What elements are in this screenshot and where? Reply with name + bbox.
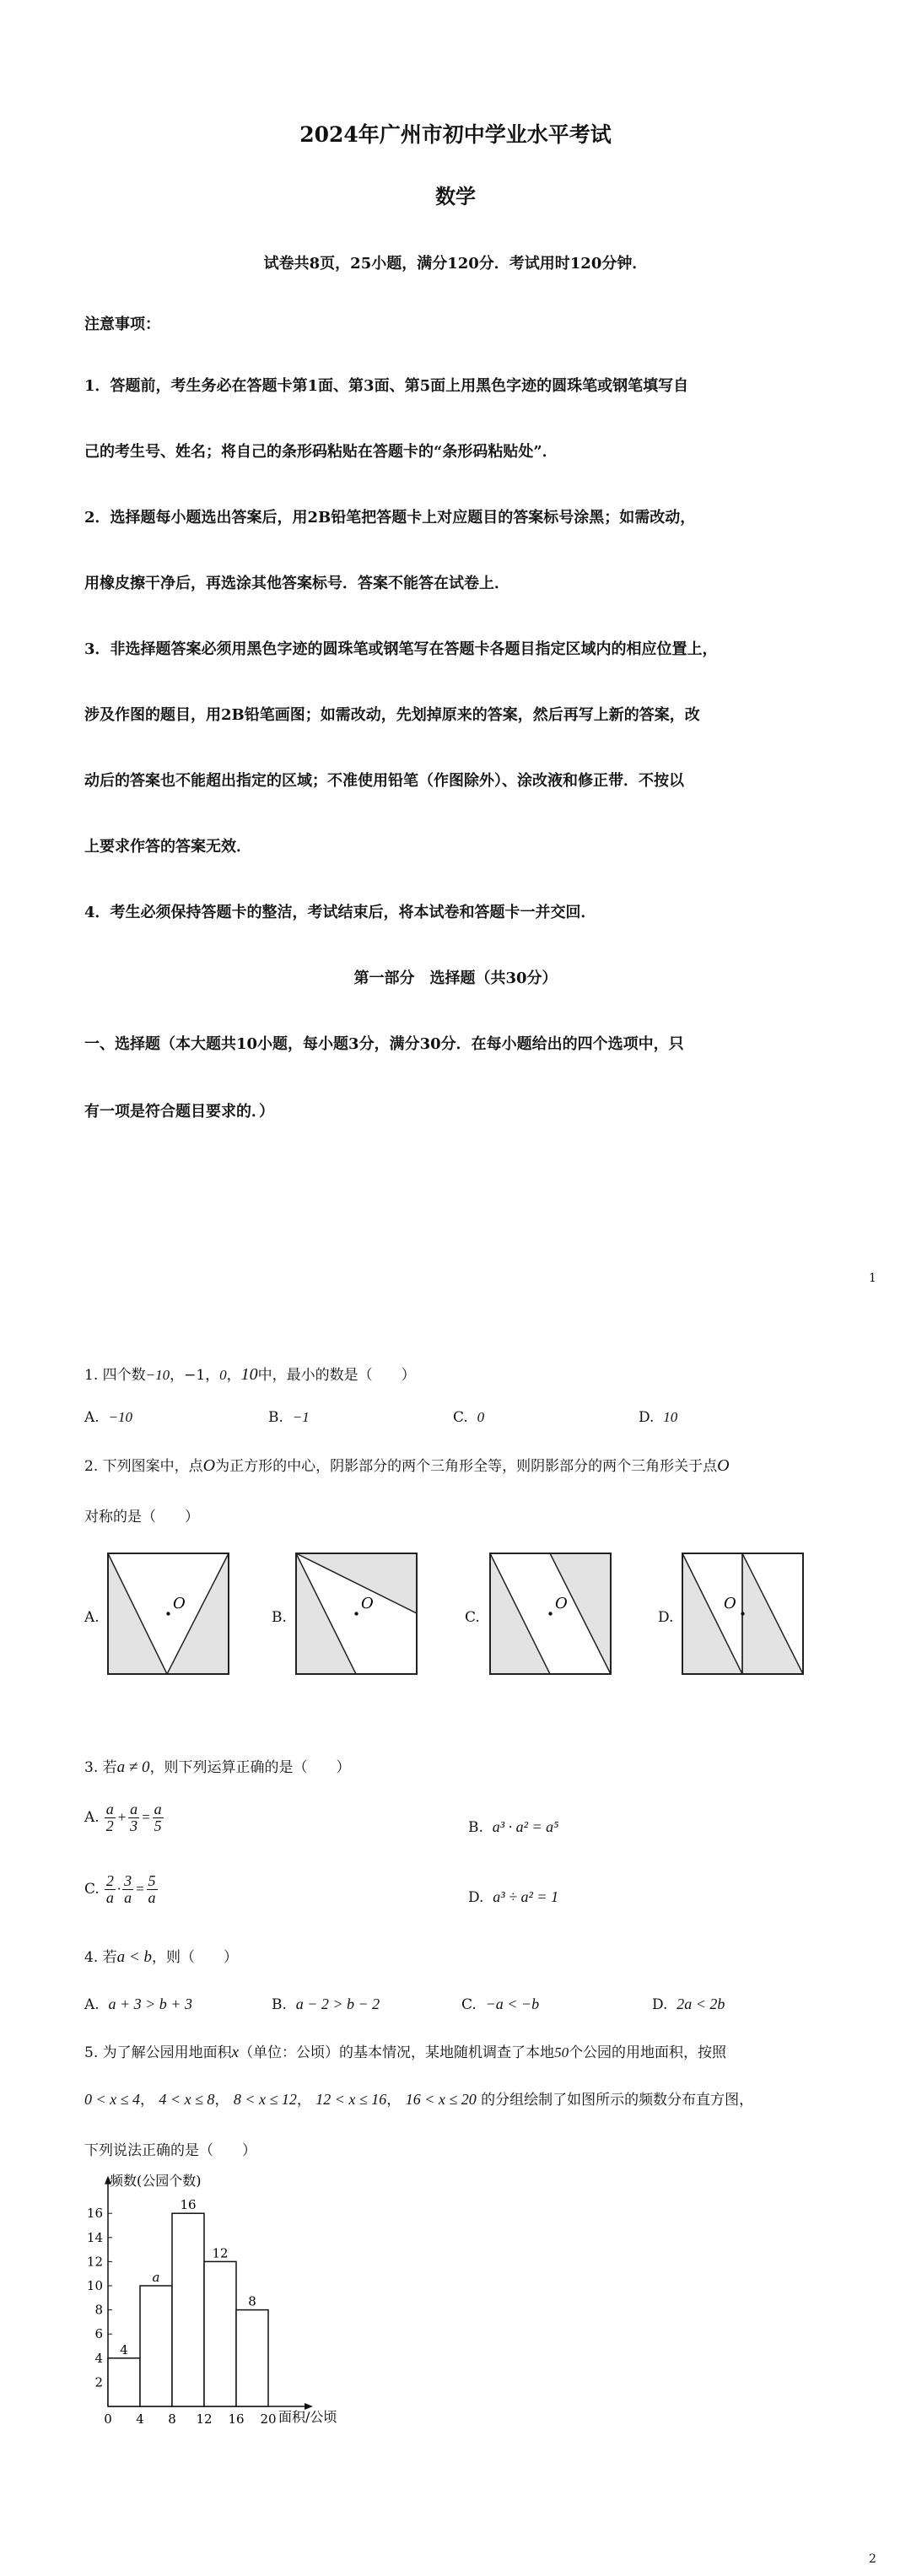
- interval: 0 < x ≤ 4: [84, 2091, 141, 2108]
- option-label: A.: [84, 1809, 100, 1827]
- option-label: D.: [652, 1996, 668, 2013]
- q4-option-d[interactable]: [652, 1995, 725, 2013]
- operator: =: [141, 1809, 151, 1826]
- frequency-histogram: [76, 2168, 380, 2438]
- question-5-line3: 下列说法正确的是（ ）: [84, 2142, 256, 2159]
- x-tick-label: 0: [104, 2411, 112, 2427]
- option-text: −1: [292, 1409, 310, 1425]
- option-label: B.: [268, 1409, 283, 1426]
- q2-option-d-label[interactable]: D.: [658, 1609, 674, 1626]
- question-5-stem: [84, 2040, 726, 2062]
- numerator: a: [130, 1801, 138, 1817]
- section-instruction: 有一项是符合题目要求的．）: [84, 1103, 274, 1121]
- option-text: 0: [477, 1409, 485, 1425]
- bar-value-label: a: [152, 2270, 160, 2285]
- shaded-triangle: [682, 1553, 742, 1674]
- x-tick-label: 4: [136, 2411, 144, 2427]
- bar-value-label: 16: [180, 2197, 197, 2213]
- numerator: a: [105, 1801, 114, 1817]
- q1-number: 0: [219, 1367, 227, 1383]
- q2-text: 2. 下列图案中，点: [84, 1458, 203, 1475]
- q5-text: 5. 为了解公园用地面积: [84, 2044, 232, 2061]
- q1-option-c[interactable]: [453, 1409, 484, 1426]
- q2-option-c-label[interactable]: C.: [465, 1609, 480, 1626]
- option-label: C.: [453, 1409, 468, 1426]
- bar-value-label: 12: [212, 2245, 229, 2261]
- x-tick-label: 12: [196, 2411, 213, 2427]
- x-tick-label: 20: [260, 2411, 277, 2427]
- q1-number: 10: [240, 1365, 258, 1384]
- y-tick-label: 6: [94, 2326, 103, 2342]
- notice-line: 3．非选择题答案必须用黑色字迹的圆珠笔或钢笔写在答题卡各题目指定区域内的相应位置上，: [84, 640, 718, 658]
- option-text: −a < −b: [485, 1995, 540, 2012]
- q2-option-a-label[interactable]: A.: [84, 1609, 100, 1626]
- notice-line: 涉及作图的题目，用2B铅笔画图；如需改动，先划掉原来的答案，然后再写上新的答案，改: [84, 706, 700, 724]
- option-text: a³ ÷ a² = 1: [493, 1888, 559, 1905]
- option-text: a + 3 > b + 3: [108, 1995, 192, 2012]
- numerator: 2: [105, 1872, 114, 1889]
- option-text: 2a < 2b: [677, 1995, 725, 2012]
- notice-line: 2．选择题每小题选出答案后，用2B铅笔把答题卡上对应题目的答案标号涂黑；如需改动，: [84, 509, 696, 527]
- denominator: 3: [130, 1817, 138, 1834]
- option-label: B.: [272, 1996, 287, 2013]
- question-2-stem-line2: 对称的是（ ）: [84, 1509, 199, 1526]
- x-tick-label: 16: [228, 2411, 245, 2427]
- q5-text: （单位：公顷）的基本情况，某地随机调查了本地: [239, 2044, 555, 2061]
- notice-line: 上要求作答的答案无效．: [84, 838, 251, 856]
- interval: 12 < x ≤ 16: [315, 2091, 387, 2108]
- x-tick-label: 8: [168, 2411, 176, 2427]
- option-text: 10: [663, 1409, 678, 1425]
- option-label: D.: [468, 1889, 484, 1906]
- center-point: [166, 1612, 170, 1615]
- numerator: a: [154, 1801, 162, 1817]
- q1-suffix: 中，最小的数是（ ）: [257, 1367, 416, 1384]
- notice-line: 用橡皮擦干净后，再选涂其他答案标号．答案不能答在试卷上．: [84, 575, 509, 592]
- y-tick-label: 16: [86, 2206, 103, 2222]
- q1-option-b[interactable]: [268, 1409, 310, 1426]
- interval: 16 < x ≤ 20: [405, 2091, 477, 2108]
- q5-text: 个公园的用地面积，按照: [569, 2044, 727, 2061]
- q5-count: 50: [554, 2044, 569, 2060]
- histogram-bar: [172, 2213, 204, 2406]
- denominator: a: [148, 1888, 156, 1906]
- center-point: [548, 1612, 552, 1615]
- option-text: −10: [108, 1409, 132, 1425]
- exam-title: 2024年广州市初中学业水平考试: [299, 122, 612, 147]
- q3-condition: a ≠ 0: [116, 1758, 150, 1776]
- q5-text: 的分组绘制了如图所示的频数分布直方图，: [481, 2092, 754, 2109]
- q2-option-a-figure: [107, 1553, 229, 1675]
- option-label: A.: [84, 1409, 100, 1426]
- interval: 8 < x ≤ 12: [233, 2091, 297, 2108]
- histogram-bar: [108, 2358, 140, 2406]
- fraction: [105, 1873, 116, 1906]
- subject-title: 数学: [435, 184, 476, 208]
- histogram-bars: [108, 2213, 268, 2406]
- q1-sep: ，−1，: [170, 1367, 220, 1384]
- numerator: 3: [124, 1872, 132, 1889]
- fraction: [122, 1873, 133, 1906]
- option-label: C.: [84, 1881, 100, 1898]
- shaded-triangle: [167, 1553, 229, 1674]
- q1-sep: ，: [226, 1367, 241, 1384]
- q2-option-d-figure: [682, 1553, 804, 1675]
- histogram-bar: [204, 2261, 236, 2406]
- notice-line: 1．答题前，考生务必在答题卡第1面、第3面、第5面上用黑色字迹的圆珠笔或钢笔填写自: [84, 377, 689, 395]
- q3-text: ，则下列运算正确的是（ ）: [149, 1759, 351, 1776]
- bar-value-label: 4: [120, 2341, 128, 2357]
- point-o-label: O: [717, 1456, 730, 1475]
- question-5-intervals: 0 < x ≤ 4， 4 < x ≤ 8， 8 < x ≤ 12， 12 < x ≤ 16， 16 < x ≤ 20 的分组绘制了如图所示的频数分布直方图，: [84, 2091, 754, 2109]
- q2-option-c-figure: [489, 1553, 612, 1675]
- q3-text: 3. 若: [84, 1759, 117, 1776]
- center-point: [741, 1612, 744, 1615]
- q3-option-a[interactable]: [84, 1801, 165, 1834]
- shaded-triangle: [490, 1553, 550, 1674]
- q5-variable: x: [231, 2044, 240, 2061]
- y-tick-label: 4: [94, 2350, 103, 2366]
- q1-prefix: 1. 四个数: [84, 1367, 146, 1384]
- option-text: a³ · a² = a⁵: [492, 1818, 559, 1835]
- option-label: D.: [639, 1409, 655, 1426]
- operator: +: [116, 1809, 127, 1826]
- q3-option-b[interactable]: [468, 1818, 558, 1836]
- fraction: [128, 1801, 139, 1834]
- q1-option-a[interactable]: [84, 1409, 132, 1426]
- operator: ·: [116, 1881, 121, 1898]
- y-tick-label: 10: [86, 2278, 103, 2293]
- y-axis-label: 频数(公园个数): [110, 2173, 202, 2189]
- denominator: 5: [154, 1817, 162, 1834]
- q1-number: −10: [145, 1367, 170, 1383]
- y-tick-label: 2: [94, 2374, 103, 2390]
- point-o-label: O: [173, 1595, 186, 1612]
- question-2-stem: [84, 1454, 730, 1476]
- point-o-label: O: [361, 1595, 374, 1612]
- q4-option-b[interactable]: [272, 1995, 380, 2013]
- point-o-label: O: [724, 1595, 736, 1612]
- center-point: [354, 1612, 358, 1615]
- q4-condition: a < b: [116, 1948, 152, 1966]
- question-1-stem: [84, 1363, 416, 1385]
- option-text: a − 2 > b − 2: [295, 1995, 380, 2012]
- bar-value-label: 8: [248, 2293, 256, 2309]
- q2-text: 为正方形的中心，阴影部分的两个三角形全等，则阴影部分的两个三角形关于点: [215, 1458, 718, 1475]
- q3-option-d[interactable]: [468, 1888, 558, 1906]
- shaded-triangle: [550, 1553, 611, 1674]
- q2-option-b-figure: [295, 1553, 418, 1675]
- option-label: A.: [84, 1996, 100, 2013]
- histogram-bar: [140, 2286, 172, 2406]
- q4-text: ，则（ ）: [151, 1949, 238, 1966]
- option-label: C.: [461, 1996, 477, 2013]
- shaded-triangle: [108, 1553, 167, 1674]
- q2-option-b-label[interactable]: B.: [272, 1609, 287, 1626]
- question-3-stem: [84, 1755, 351, 1777]
- page-number: 2: [869, 2552, 876, 2566]
- y-tick-label: 12: [86, 2254, 103, 2270]
- q4-option-c[interactable]: [461, 1995, 539, 2013]
- denominator: a: [124, 1888, 132, 1906]
- histogram-bar: [236, 2310, 268, 2406]
- page-number: 1: [869, 1272, 876, 1285]
- option-label: B.: [468, 1819, 483, 1836]
- y-tick-label: 8: [94, 2302, 103, 2318]
- denominator: 2: [105, 1817, 114, 1834]
- operator: =: [135, 1881, 145, 1898]
- notice-heading: 注意事项：: [84, 316, 160, 333]
- fraction: [147, 1873, 158, 1906]
- section-instruction: 一、选择题（本大题共10小题，每小题3分，满分30分．在每小题给出的四个选项中，只: [84, 1035, 684, 1053]
- x-axis-label: 面积/公顷: [278, 2409, 337, 2425]
- fraction: [105, 1801, 116, 1834]
- numerator: 5: [148, 1872, 156, 1889]
- q3-option-c[interactable]: [84, 1873, 159, 1906]
- point-o-label: O: [555, 1595, 568, 1612]
- fraction: [153, 1801, 164, 1834]
- shaded-triangle: [742, 1553, 803, 1674]
- part-heading: 第一部分 选择题（共30分）: [353, 969, 558, 987]
- q4-text: 4. 若: [84, 1949, 117, 1966]
- notice-line: 己的考生号、姓名；将自己的条形码粘贴在答题卡的“条形码粘贴处”．: [84, 443, 558, 461]
- q4-option-a[interactable]: [84, 1995, 192, 2013]
- question-4-stem: [84, 1945, 238, 1967]
- interval: 4 < x ≤ 8: [159, 2091, 215, 2108]
- notice-line: 4．考生必须保持答题卡的整洁，考试结束后，将本试卷和答题卡一并交回．: [84, 904, 596, 921]
- exam-info: 试卷共8页，25小题，满分120分．考试用时120分钟．: [263, 255, 648, 273]
- denominator: a: [105, 1888, 114, 1906]
- point-o-label: O: [202, 1456, 216, 1475]
- y-tick-label: 14: [86, 2229, 103, 2245]
- q1-option-d[interactable]: [639, 1409, 677, 1426]
- notice-line: 动后的答案也不能超出指定的区域；不准使用铅笔（作图除外）、涂改液和修正带．不按以: [84, 772, 684, 790]
